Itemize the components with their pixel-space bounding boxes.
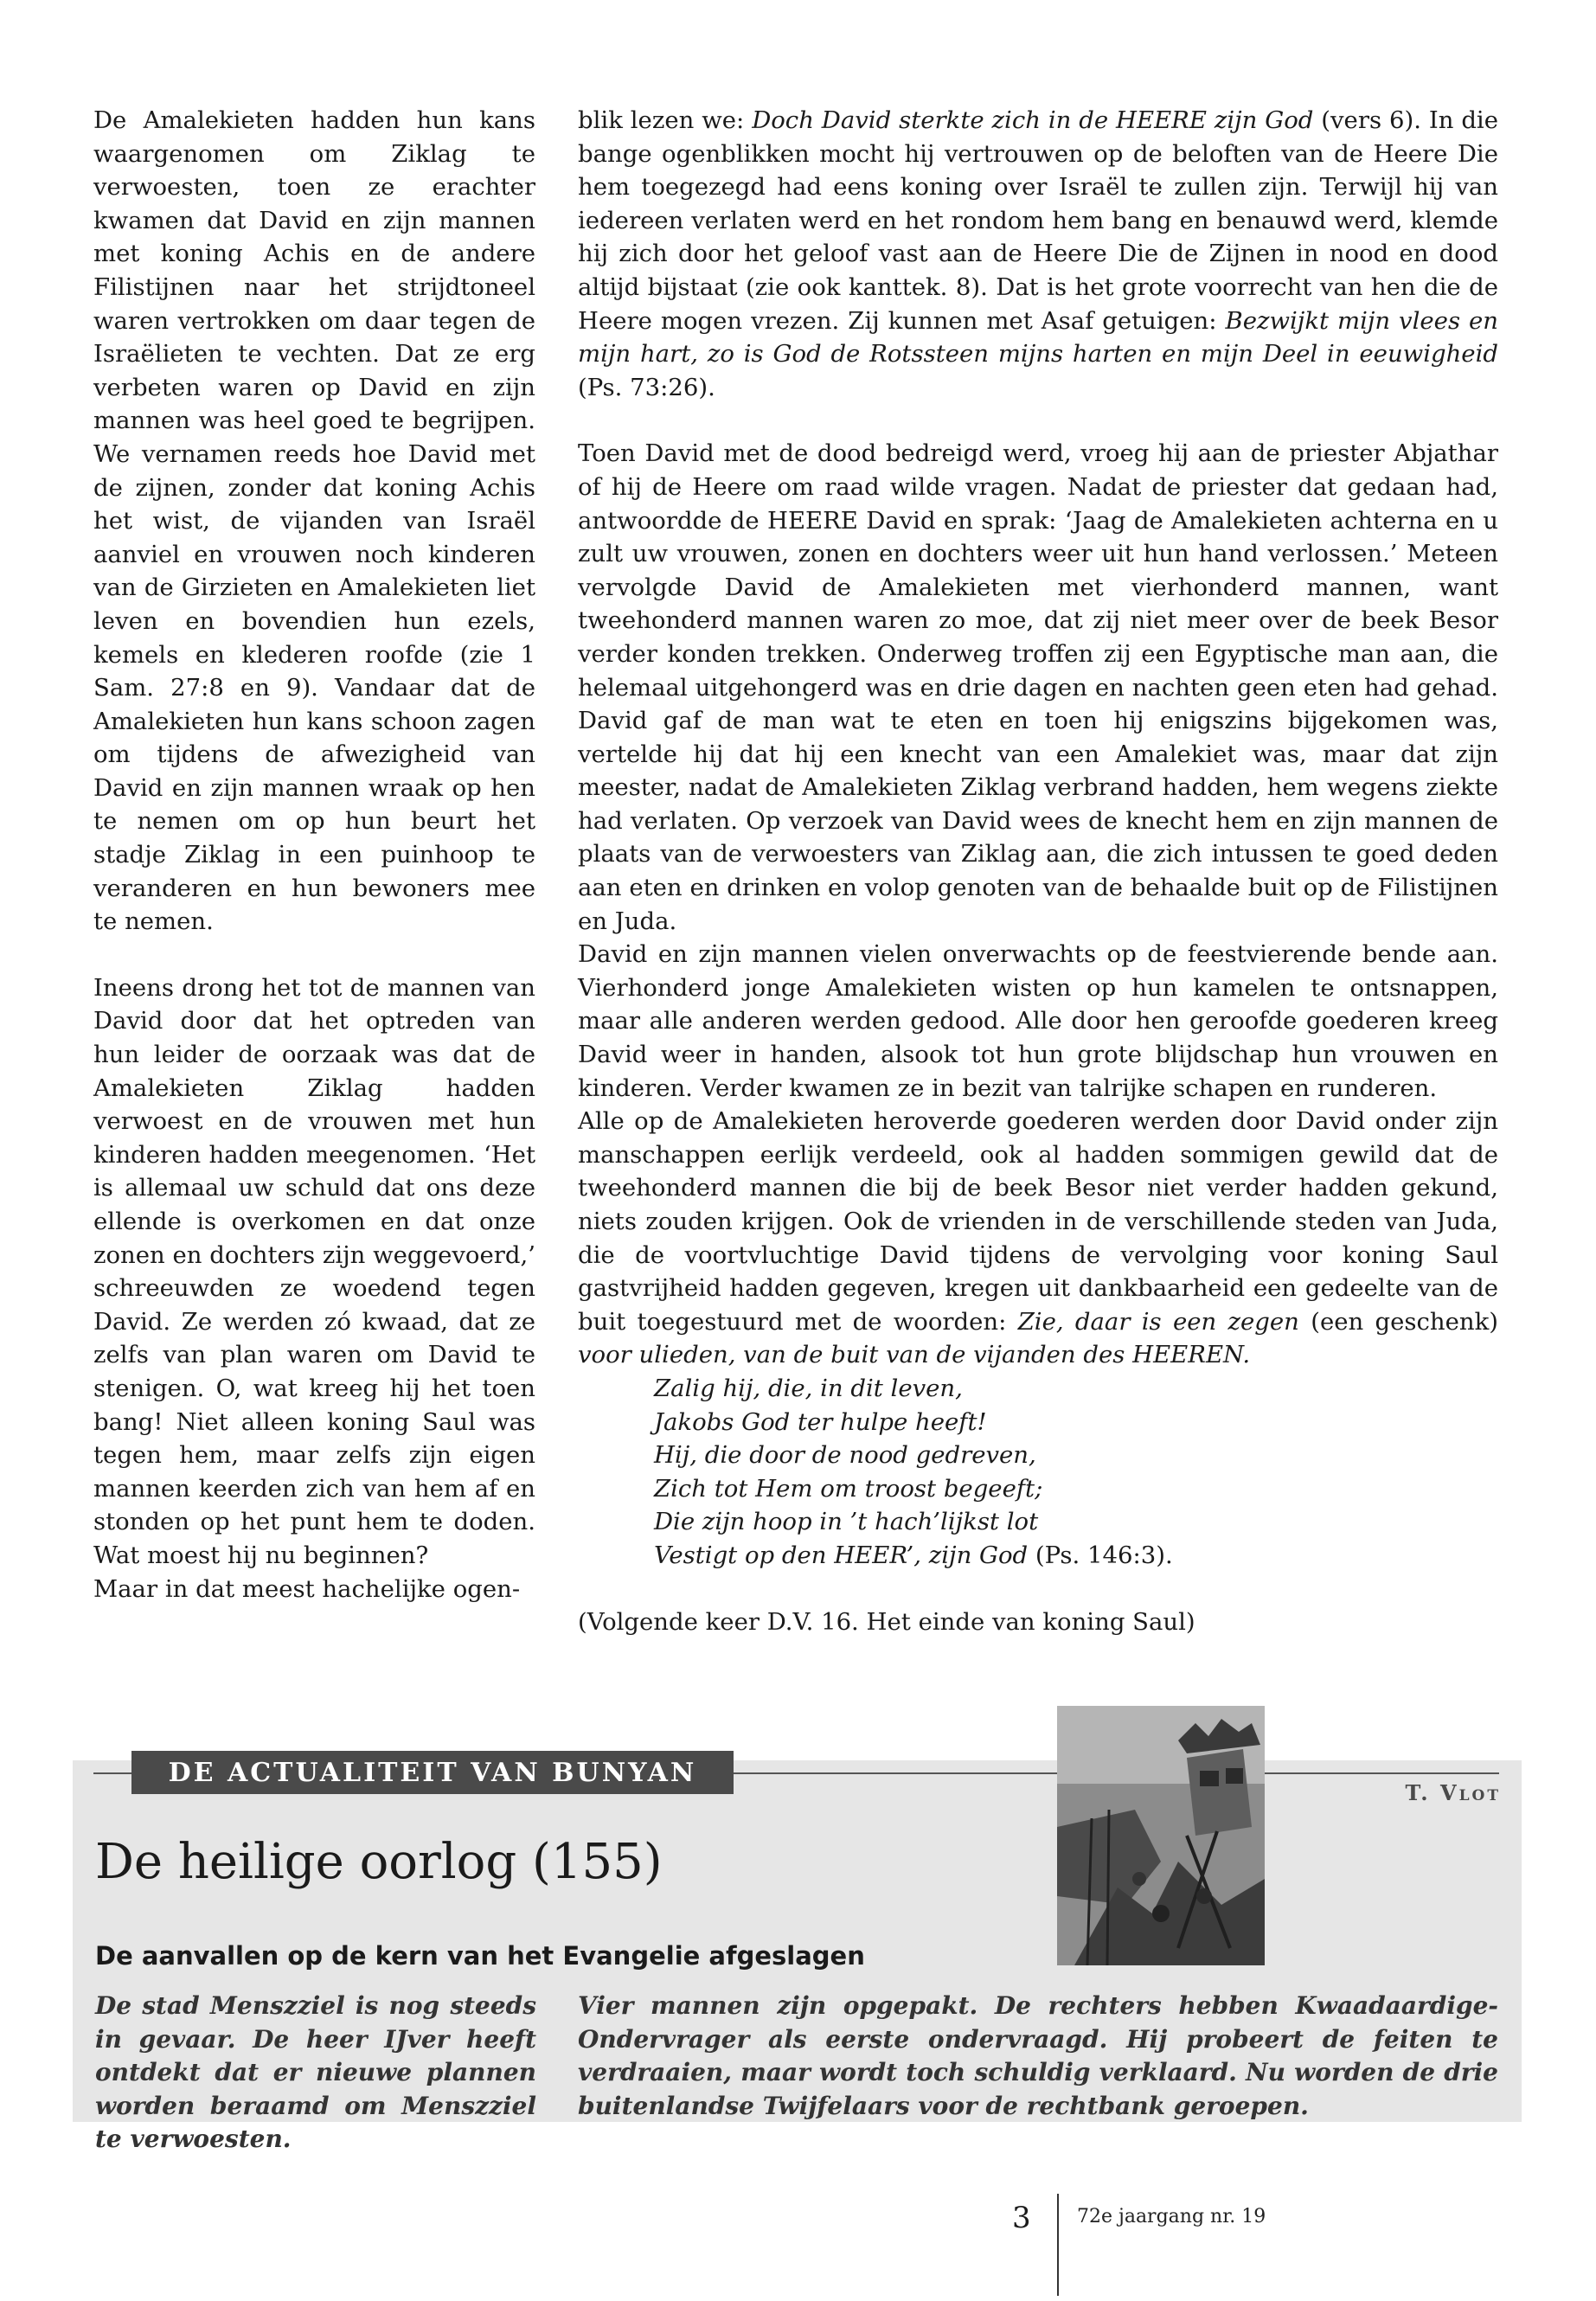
psalm-poem: [578, 1372, 1498, 1573]
right-column: [578, 104, 1498, 1638]
right-paragraph-4: Alle op de Amalekieten heroverde goederen werden door David onder zijn manschappen eerlijk verdeeld, ook al hadden sommigen gewild dat de tweehonderd mannen die bij de beek Besor niet verder hadden gekund, niets zouden krijgen. Ook de vrienden in de verschillende steden van Juda, die de voortvluchtige David tijdens de vervolging voor koning Saul gastvrijheid hadden gegeven, kregen uit dankbaarheid een gedeelte van de buit toegestuurd met de woorden: Zie, daar is een zegen (een geschenk) voor ulieden, van de buit van de vijanden des HEEREN.: [578, 1107, 1498, 1369]
poem-line: Hij, die door de nood gedreven,: [654, 1441, 1036, 1470]
series-banner: DE ACTUALITEIT VAN BUNYAN: [131, 1751, 734, 1794]
page-number: 3: [1012, 2201, 1031, 2235]
intro-left: De stad Menszziel is nog steeds in gevaar. De heer IJver heeft ontdekt dat er nieuwe plannen worden beraamd om Menszziel te verwoesten.: [95, 1991, 536, 2153]
right-paragraph-2: Toen David met de dood bedreigd werd, vroeg hij aan de priester Abjathar of hij de Heere om raad wilde vragen. Nadat de priester dat gedaan had, antwoordde de HEERE David en sprak: ‘Jaag de Amalekieten achterna en u zult uw vrouwen, zonen en dochters weer uit hun hand verlossen.’ Meteen vervolgde David de Amalekieten met vierhonderd mannen, want tweehonderd mannen waren zo moe, dat zij niet meer over de beek Besor verder konden trekken. Onderweg troffen zij een Egyptische man aan, die helemaal uitgehongerd was en drie dagen en nachten geen eten had gehad. David gaf de man wat te eten en toen hij enigszins bijgekomen was, vertelde hij dat hij een knecht van een Amalekiet was, maar dat zijn meester, nadat de Amalekieten Ziklag verbrand hadden, hem wegens ziekte had verlaten. Op verzoek van David wees de knecht hem en zijn mannen de plaats van de verwoesters van Ziklag aan, die zich intussen te goed deden aan eten en drinken en volop genoten van de behaalde buit op de Filistijnen en Juda.: [578, 439, 1498, 935]
right-paragraph-1: blik lezen we: Doch David sterkte zich in de HEERE zijn God (vers 6). In die bange ogenblikken mocht hij vertrouwen op de beloften van de Heere Die hem toegezegd had eens koning over Israël te zullen zijn. Terwijl hij van iedereen verlaten werd en het rondom hem bang en benauwd werd, klemde hij zich door het geloof vast aan de Heere Die de Zijnen in nood en dood altijd bijstaat (zie ook kanttek. 8). Dat is het grote voorrecht van hen die de Heere mogen vrezen. Zij kunnen met Asaf getuigen: Bezwijkt mijn vlees en mijn hart, zo is God de Rotssteen mijns harten en mijn Deel in eeuwigheid (Ps. 73:26).: [578, 106, 1498, 401]
article-title: De heilige oorlog (155): [95, 1834, 663, 1890]
poem-line: Jakobs God ter hulpe heeft!: [654, 1407, 987, 1436]
left-column: [93, 104, 535, 1606]
intro-right: Vier mannen zijn opgepakt. De rechters hebben Kwaadaardige-Ondervrager als eerste ondervraagd. Hij probeert de feiten te verdraaien, maar wordt toch schuldig verklaard. Nu worden de drie buitenlandse Twijfelaars voor de rechtbank geroepen.: [578, 1991, 1498, 2120]
article-subtitle: De aanvallen op de kern van het Evangelie afgeslagen: [95, 1941, 865, 1971]
footer-divider: [1057, 2194, 1059, 2296]
right-paragraph-3: David en zijn mannen vielen onverwachts op de feestvierende bende aan. Vierhonderd jonge Amalekieten wisten op hun kamelen te ontsnappen, maar alle anderen werden gedood. Alle door hen geroofde goederen kreeg David weer in handen, alsook tot hun grote blijdschap hun vrouwen en kinderen. Verder kwamen ze in bezit van talrijke schapen en runderen.: [578, 940, 1498, 1102]
left-paragraph-3: Maar in dat meest hachelijke ogen-: [93, 1574, 521, 1603]
next-time-note: (Volgende keer D.V. 16. Het einde van koning Saul): [578, 1607, 1195, 1636]
poem-line: Die zijn hoop in ’t hach’lijkst lot: [654, 1508, 1039, 1536]
siege-engraving-image: [1057, 1706, 1265, 1965]
poem-line: Zich tot Hem om troost begeeft;: [654, 1474, 1043, 1503]
left-paragraph-2: Ineens drong het tot de mannen van David door dat het optreden van hun leider de oorzaak was dat de Amalekieten Ziklag hadden verwoest en de vrouwen met hun kinderen hadden meegenomen. ‘Het is allemaal uw schuld dat ons deze ellende is overkomen en dat onze zonen en dochters zijn weggevoerd,’ schreeuwden ze woedend tegen David. Ze werden zó kwaad, dat ze zelfs van plan waren om David te stenigen. O, wat kreeg hij het toen bang! Niet alleen koning Saul was tegen hem, maar zelfs zijn eigen mannen keerden zich van hem af en stonden op het punt hem te doden. Wat moest hij nu beginnen?: [93, 973, 535, 1569]
issue-info: 72e jaargang nr. 19: [1077, 2206, 1266, 2227]
poem-line-last: Vestigt op den HEER’, zijn God (Ps. 146:3).: [654, 1541, 1173, 1569]
left-paragraph-1: De Amalekieten hadden hun kans waargenomen om Ziklag te verwoesten, toen ze erachter kwamen dat David en zijn mannen met koning Achis en de andere Filistijnen naar het strijdtoneel waren vertrokken om daar tegen de Israëlieten te vechten. Dat ze erg verbeten waren op David en zijn mannen was heel goed te begrijpen. We vernamen reeds hoe David met de zijnen, zonder dat koning Achis het wist, de vijanden van Israël aanviel en vrouwen noch kinderen van de Girzieten en Amalekieten liet leven en bovendien hun ezels, kemels en klederen roofde (zie 1 Sam. 27:8 en 9). Vandaar dat de Amalekieten hun kans schoon zagen om tijdens de afwezigheid van David en zijn mannen wraak op hen te nemen om op hun beurt het stadje Ziklag in een puinhoop te veranderen en hun bewoners mee te nemen.: [93, 106, 535, 936]
poem-line: Zalig hij, die, in dit leven,: [654, 1374, 963, 1402]
series-rule-left: [93, 1772, 131, 1774]
author-name: T. Vlot: [1405, 1780, 1501, 1805]
